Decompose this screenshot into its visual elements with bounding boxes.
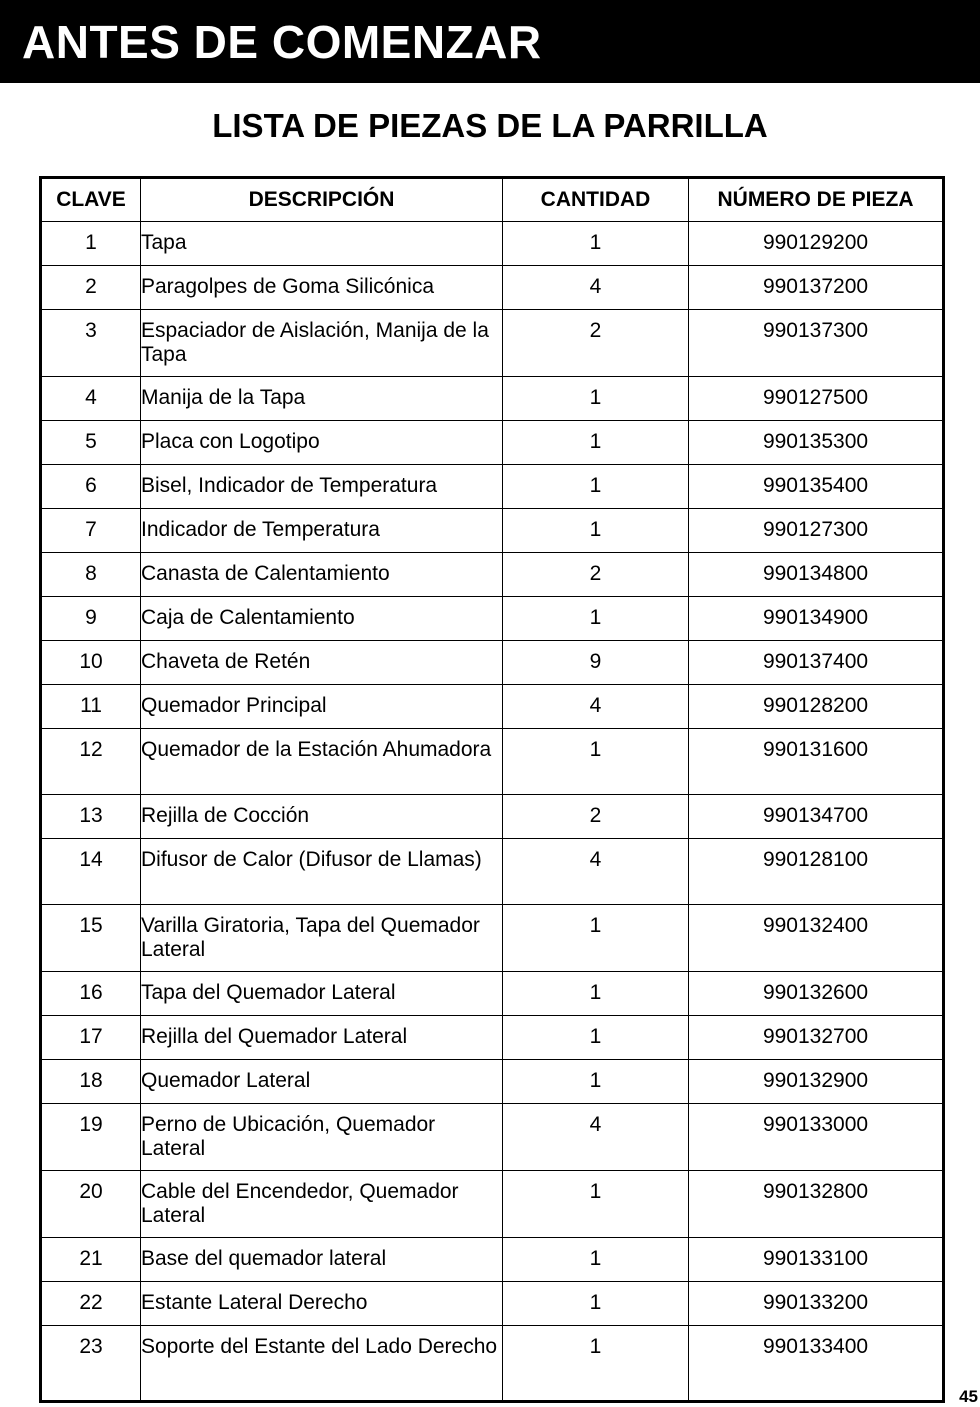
cell-description: Varilla Giratoria, Tapa del Quemador Lateral: [141, 905, 503, 972]
cell-description: Chaveta de Retén: [141, 641, 503, 685]
cell-part-number: 990132900: [689, 1060, 944, 1104]
cell-part-number: 990135300: [689, 421, 944, 465]
cell-key: 21: [41, 1238, 141, 1282]
table-row: [41, 266, 944, 310]
page-number: 45: [959, 1387, 978, 1406]
cell-key: 15: [41, 905, 141, 972]
cell-quantity: 1: [503, 972, 689, 1016]
cell-description: Rejilla de Cocción: [141, 795, 503, 839]
cell-description: Manija de la Tapa: [141, 377, 503, 421]
cell-quantity: 1: [503, 905, 689, 972]
table-row: [41, 597, 944, 641]
cell-quantity: 1: [503, 1171, 689, 1238]
table-row: [41, 1171, 944, 1238]
cell-quantity: 1: [503, 1326, 689, 1402]
column-header-quantity: CANTIDAD: [503, 178, 689, 222]
table-row: [41, 972, 944, 1016]
cell-key: 19: [41, 1104, 141, 1171]
cell-part-number: 990133400: [689, 1326, 944, 1402]
cell-description: Tapa del Quemador Lateral: [141, 972, 503, 1016]
table-row: [41, 1016, 944, 1060]
cell-description: Bisel, Indicador de Temperatura: [141, 465, 503, 509]
cell-key: 17: [41, 1016, 141, 1060]
cell-key: 6: [41, 465, 141, 509]
cell-quantity: 1: [503, 597, 689, 641]
cell-key: 2: [41, 266, 141, 310]
cell-quantity: 1: [503, 465, 689, 509]
cell-part-number: 990132700: [689, 1016, 944, 1060]
cell-part-number: 990135400: [689, 465, 944, 509]
cell-part-number: 990134800: [689, 553, 944, 597]
cell-key: 22: [41, 1282, 141, 1326]
cell-description: Tapa: [141, 222, 503, 266]
cell-description: Quemador Principal: [141, 685, 503, 729]
cell-part-number: 990132800: [689, 1171, 944, 1238]
cell-description: Quemador de la Estación Ahumadora: [141, 729, 503, 795]
table-row: [41, 795, 944, 839]
cell-quantity: 4: [503, 1104, 689, 1171]
table-row: [41, 729, 944, 795]
cell-key: 10: [41, 641, 141, 685]
cell-quantity: 2: [503, 795, 689, 839]
table-row: [41, 1238, 944, 1282]
cell-part-number: 990134700: [689, 795, 944, 839]
table-row: [41, 465, 944, 509]
cell-quantity: 1: [503, 222, 689, 266]
table-row: [41, 1060, 944, 1104]
parts-table: [39, 176, 945, 1403]
table-header-row: [41, 178, 944, 222]
table-row: [41, 685, 944, 729]
cell-quantity: 1: [503, 1282, 689, 1326]
cell-quantity: 9: [503, 641, 689, 685]
cell-quantity: 4: [503, 685, 689, 729]
cell-key: 23: [41, 1326, 141, 1402]
table-row: [41, 641, 944, 685]
cell-description: Estante Lateral Derecho: [141, 1282, 503, 1326]
section-title: LISTA DE PIEZAS DE LA PARRILLA: [212, 107, 768, 144]
table-row: [41, 222, 944, 266]
cell-key: 12: [41, 729, 141, 795]
cell-key: 1: [41, 222, 141, 266]
column-header-key: CLAVE: [41, 178, 141, 222]
cell-part-number: 990137200: [689, 266, 944, 310]
table-row: [41, 839, 944, 905]
cell-key: 3: [41, 310, 141, 377]
cell-part-number: 990137300: [689, 310, 944, 377]
cell-part-number: 990132600: [689, 972, 944, 1016]
cell-quantity: 4: [503, 266, 689, 310]
cell-key: 20: [41, 1171, 141, 1238]
header-bar: [0, 0, 980, 83]
table-row: [41, 310, 944, 377]
table-row: [41, 1326, 944, 1402]
cell-part-number: 990133000: [689, 1104, 944, 1171]
cell-description: Difusor de Calor (Difusor de Llamas): [141, 839, 503, 905]
cell-part-number: 990128200: [689, 685, 944, 729]
cell-description: Caja de Calentamiento: [141, 597, 503, 641]
cell-description: Soporte del Estante del Lado Derecho: [141, 1326, 503, 1402]
cell-quantity: 1: [503, 1060, 689, 1104]
table-row: [41, 377, 944, 421]
cell-quantity: 1: [503, 1016, 689, 1060]
cell-quantity: 2: [503, 310, 689, 377]
cell-key: 9: [41, 597, 141, 641]
cell-part-number: 990133100: [689, 1238, 944, 1282]
cell-part-number: 990133200: [689, 1282, 944, 1326]
cell-description: Indicador de Temperatura: [141, 509, 503, 553]
cell-description: Canasta de Calentamiento: [141, 553, 503, 597]
cell-part-number: 990129200: [689, 222, 944, 266]
cell-quantity: 4: [503, 839, 689, 905]
cell-part-number: 990127500: [689, 377, 944, 421]
cell-description: Espaciador de Aislación, Manija de la Tapa: [141, 310, 503, 377]
table-row: [41, 553, 944, 597]
cell-key: 18: [41, 1060, 141, 1104]
cell-key: 11: [41, 685, 141, 729]
cell-description: Perno de Ubicación, Quemador Lateral: [141, 1104, 503, 1171]
cell-key: 7: [41, 509, 141, 553]
cell-description: Paragolpes de Goma Silicónica: [141, 266, 503, 310]
cell-description: Quemador Lateral: [141, 1060, 503, 1104]
cell-description: Placa con Logotipo: [141, 421, 503, 465]
table-row: [41, 1282, 944, 1326]
cell-key: 4: [41, 377, 141, 421]
table-row: [41, 1104, 944, 1171]
table-row: [41, 509, 944, 553]
cell-description: Rejilla del Quemador Lateral: [141, 1016, 503, 1060]
cell-quantity: 1: [503, 1238, 689, 1282]
table-row: [41, 421, 944, 465]
cell-part-number: 990131600: [689, 729, 944, 795]
cell-key: 16: [41, 972, 141, 1016]
cell-part-number: 990132400: [689, 905, 944, 972]
cell-quantity: 1: [503, 509, 689, 553]
cell-description: Base del quemador lateral: [141, 1238, 503, 1282]
cell-quantity: 1: [503, 377, 689, 421]
cell-part-number: 990137400: [689, 641, 944, 685]
cell-key: 5: [41, 421, 141, 465]
cell-quantity: 2: [503, 553, 689, 597]
cell-quantity: 1: [503, 421, 689, 465]
table-row: [41, 905, 944, 972]
cell-part-number: 990134900: [689, 597, 944, 641]
cell-part-number: 990127300: [689, 509, 944, 553]
column-header-part-number: NÚMERO DE PIEZA: [689, 178, 944, 222]
cell-key: 13: [41, 795, 141, 839]
cell-description: Cable del Encendedor, Quemador Lateral: [141, 1171, 503, 1238]
cell-key: 8: [41, 553, 141, 597]
cell-key: 14: [41, 839, 141, 905]
cell-quantity: 1: [503, 729, 689, 795]
cell-part-number: 990128100: [689, 839, 944, 905]
page-title: ANTES DE COMENZAR: [22, 16, 542, 68]
column-header-description: DESCRIPCIÓN: [141, 178, 503, 222]
